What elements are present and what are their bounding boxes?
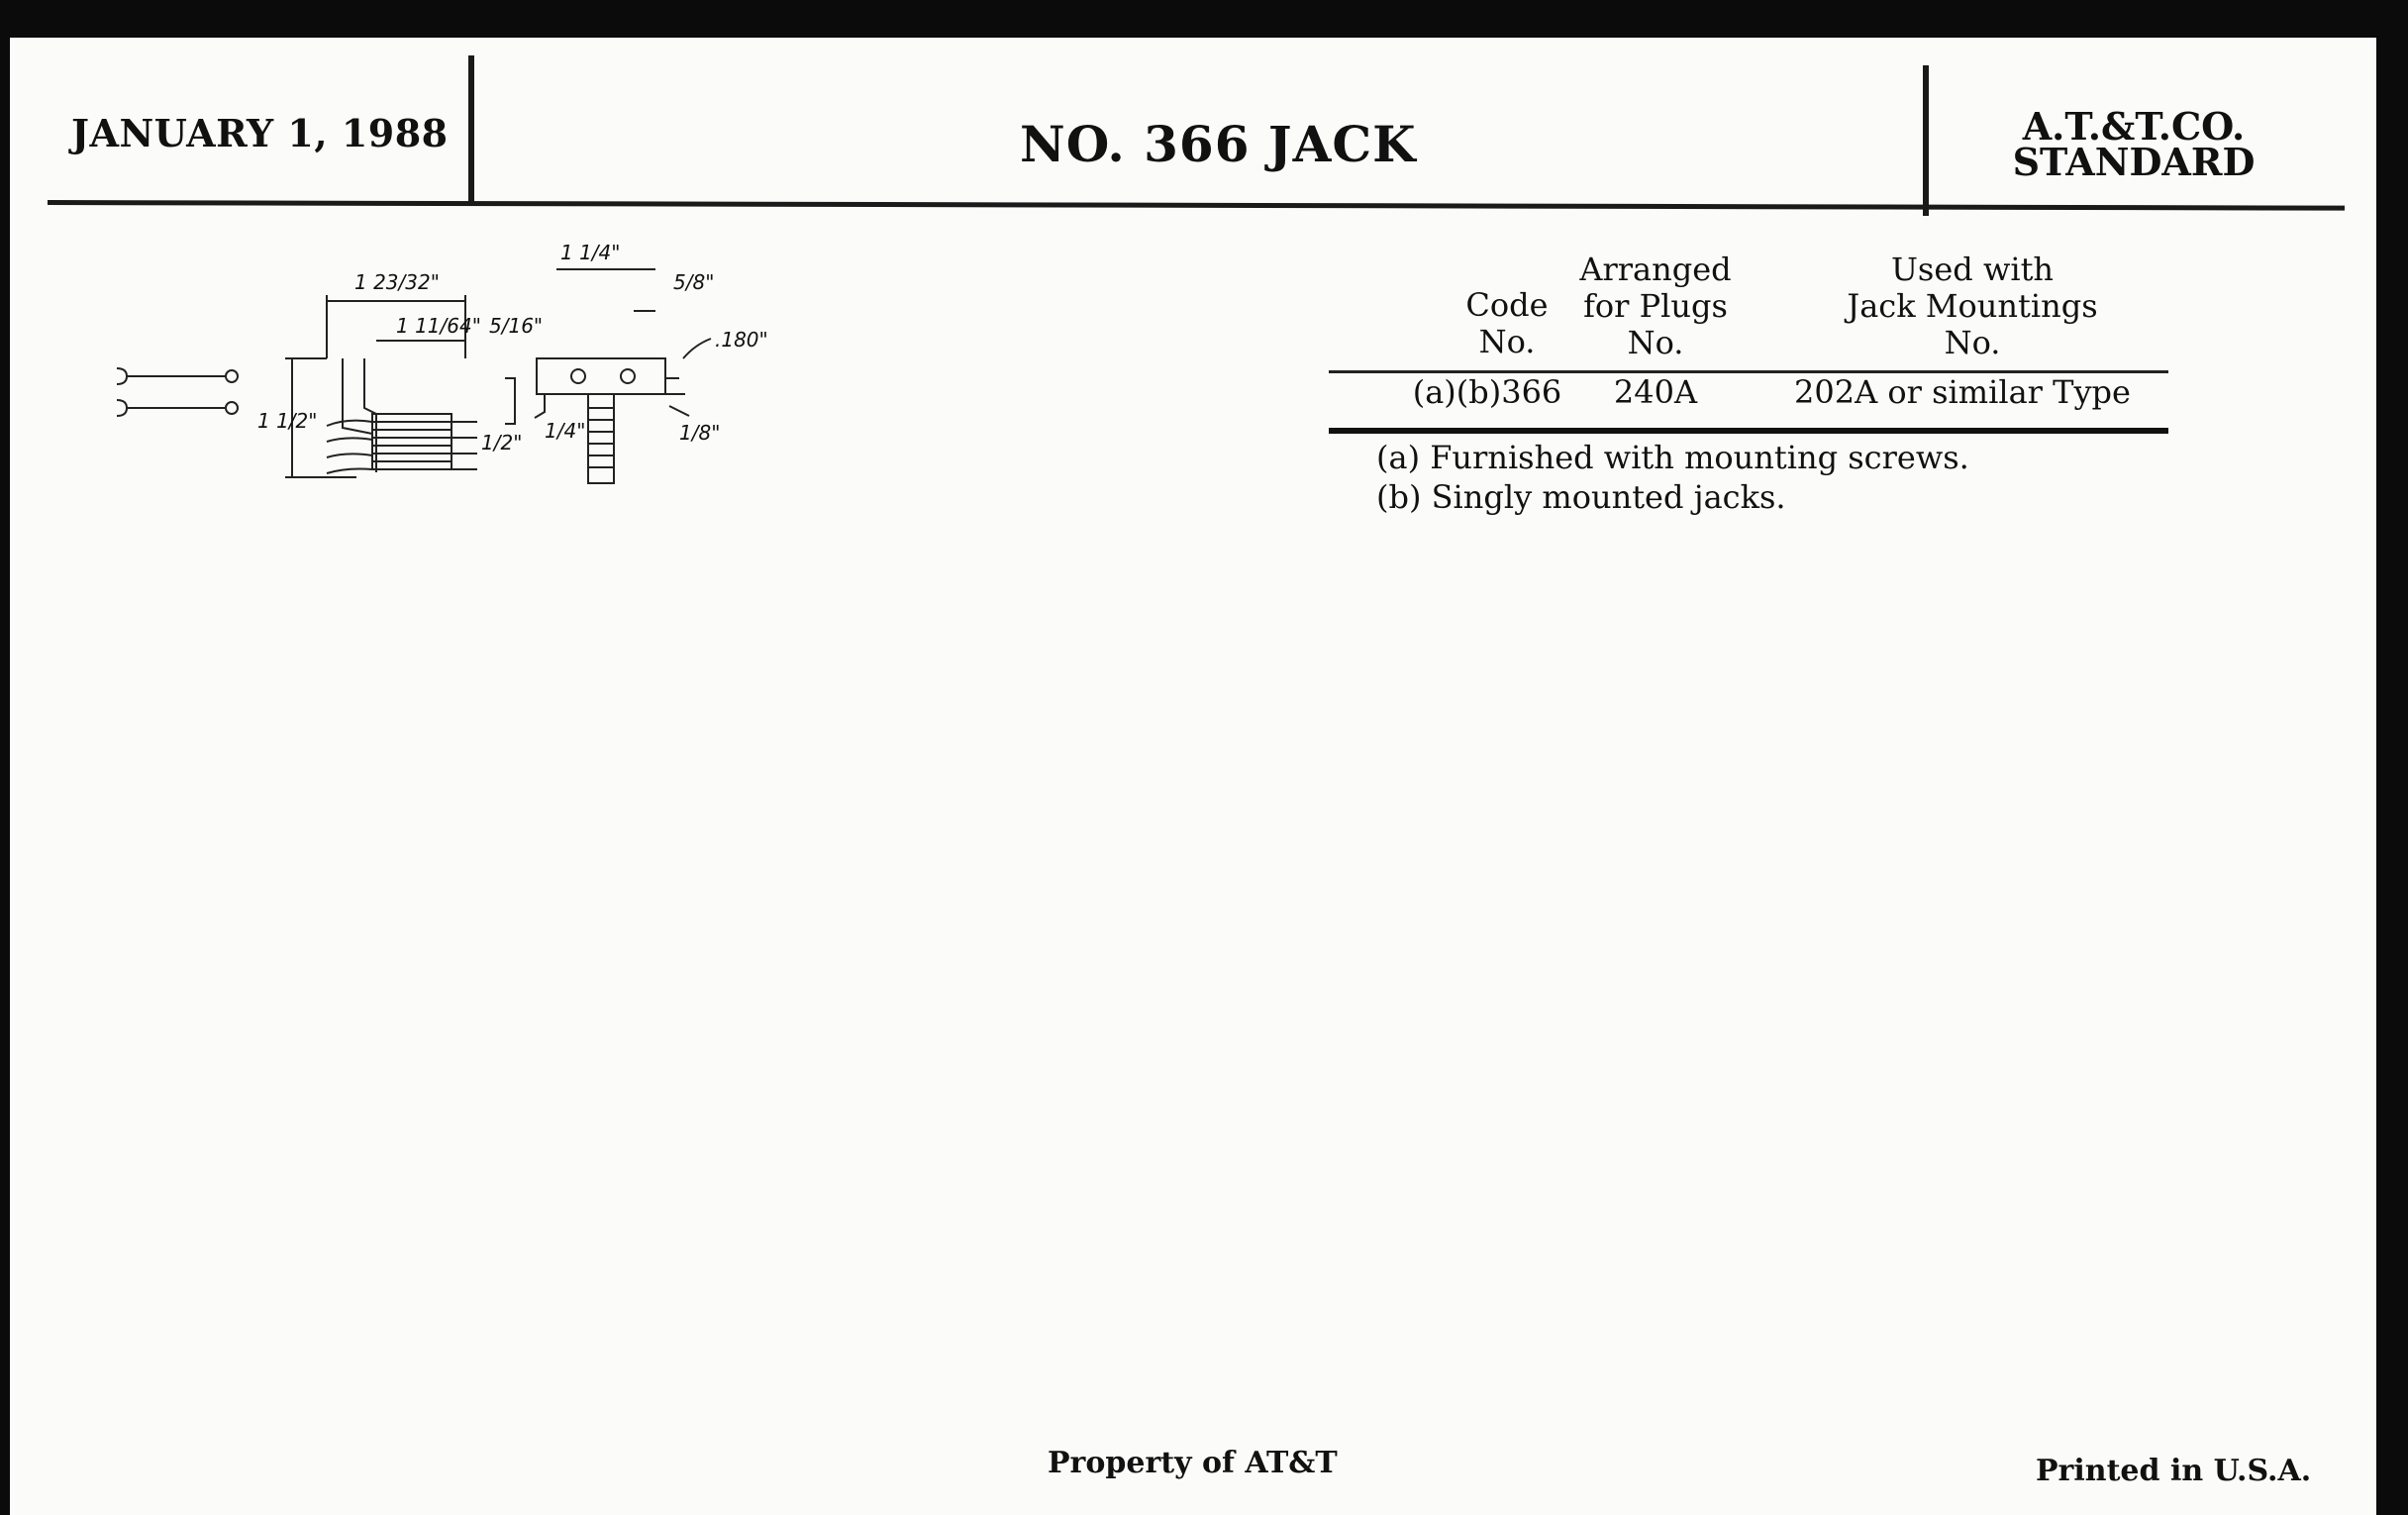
- column-header-mountings: Used with Jack Mountings No.: [1847, 251, 2098, 361]
- dim-label-1-1-4: 1 1/4": [560, 241, 621, 264]
- dim-label-1-4: 1/4": [545, 419, 586, 443]
- dim-label-inner: 1 11/64": [396, 314, 481, 338]
- dim-label-1-8: 1/8": [679, 421, 721, 445]
- cell-code: (a)(b)366: [1412, 373, 1562, 411]
- dim-label-180: .180": [715, 328, 768, 352]
- footnote-a: (a) Furnished with mounting screws.: [1376, 439, 1969, 476]
- standard-line-2: STANDARD: [2012, 140, 2256, 184]
- jack-schematic-symbol: [117, 368, 238, 416]
- column-header-code: Code No.: [1465, 286, 1549, 360]
- scan-border: [2376, 38, 2408, 1515]
- dim-label-height: 1 1/2": [257, 409, 318, 433]
- page-title: NO. 366 JACK: [1020, 115, 1417, 173]
- dim-label-5-16: 5/16": [489, 314, 544, 338]
- standard-line-1: A.T.&T.CO.: [2022, 104, 2246, 149]
- cell-mountings: 202A or similar Type: [1794, 373, 2131, 411]
- standard-label: [2000, 104, 2267, 184]
- cell-plugs: 240A: [1613, 373, 1698, 411]
- header-divider-left: [468, 55, 474, 204]
- dim-label-width: 1 23/32": [354, 270, 440, 294]
- jack-dimension-drawing: [109, 230, 822, 487]
- header-divider-right: [1923, 65, 1929, 216]
- footer-property: Property of AT&T: [1048, 1446, 1338, 1480]
- footer-printed: Printed in U.S.A.: [2036, 1454, 2312, 1488]
- dim-label-5-8: 5/8": [673, 270, 715, 294]
- table-bottom-rule: [1329, 428, 2168, 434]
- jack-front-view: [505, 269, 711, 483]
- header-date: JANUARY 1, 1988: [71, 111, 449, 155]
- column-header-plugs: Arranged for Plugs No.: [1579, 251, 1732, 361]
- footnote-b: (b) Singly mounted jacks.: [1376, 478, 1786, 516]
- dim-label-1-2: 1/2": [481, 431, 523, 454]
